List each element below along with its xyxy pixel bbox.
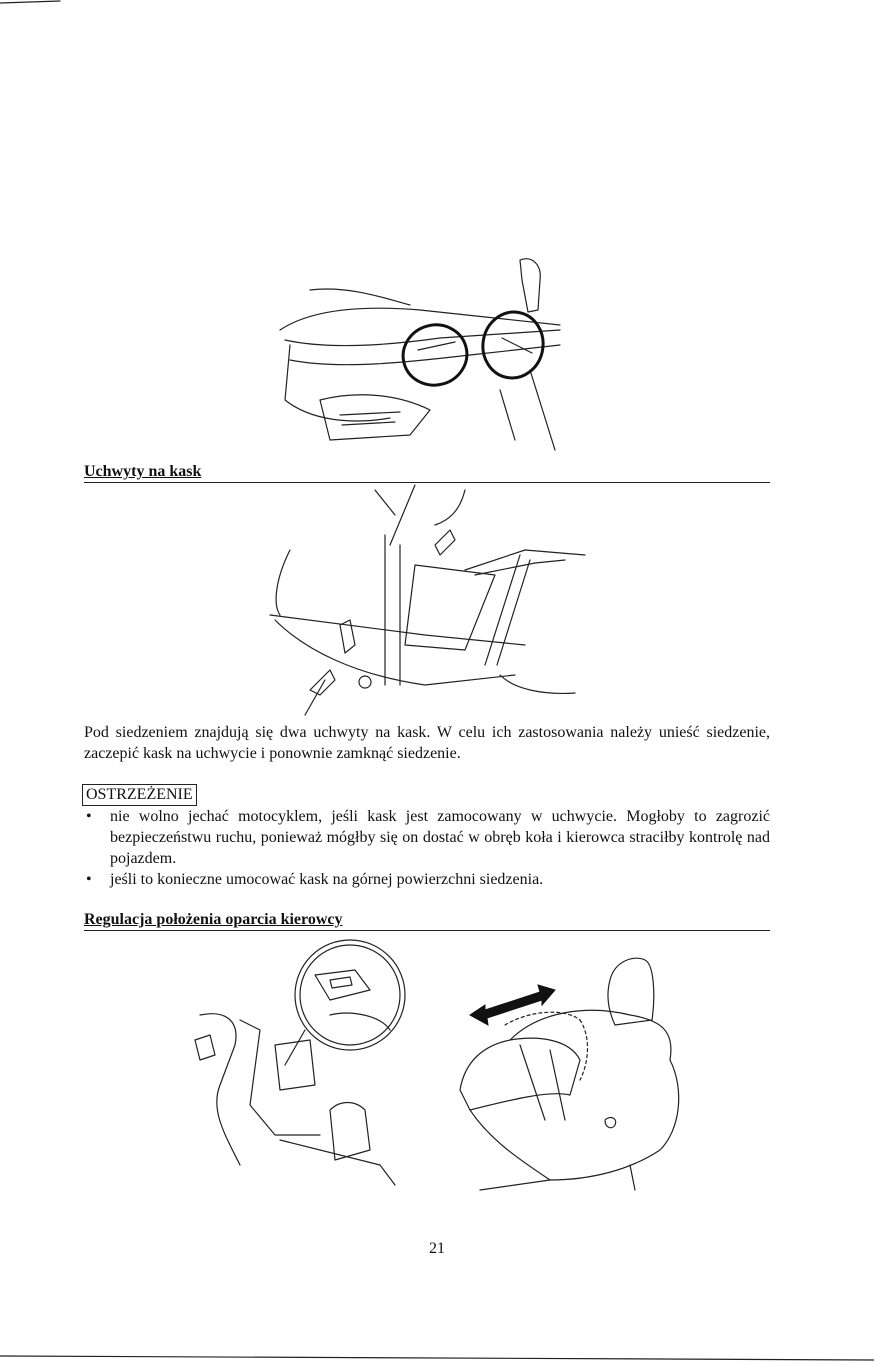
page-number: 21: [429, 1240, 445, 1257]
backrest-sliding-seat-illustration: [430, 950, 700, 1195]
helmet-holder-paragraph: Pod siedzeniem znajdują się dwa uchwyty na kask. W celu ich zastosowania należy unieść siedzenie, zaczepić kask na uchwycie i ponownie zamknąć siedzenie.: [84, 724, 770, 762]
helmet-holder-heading: Uchwyty na kask: [84, 463, 770, 483]
warning-item: • nie wolno jechać motocyklem, jeśli kask jest zamocowany w uchwycie. Mogłoby to zagrozić bezpieczeństwu ruchu, ponieważ mógłby się on dostać w obręb koła i kierowca straciłby kontrolę nad pojazdem.: [84, 806, 770, 869]
warning-label: OSTRZEŻENIE: [82, 784, 197, 806]
helmet-holder-circle-right: [478, 307, 549, 382]
scooter-underseat-illustration: [270, 250, 580, 460]
backrest-heading: Regulacja położenia oparcia kierowcy: [84, 911, 770, 931]
warning-item: • jeśli to konieczne umocować kask na górnej powierzchni siedzenia.: [84, 869, 770, 890]
helmet-holder-detail-illustration: [265, 485, 595, 715]
helmet-holder-circle-left: [396, 318, 473, 393]
backrest-adjustment-knob-illustration: [180, 935, 415, 1190]
scan-bottom-edge: [0, 1352, 874, 1363]
scan-top-edge: [0, 0, 874, 10]
warning-list: [84, 806, 770, 890]
